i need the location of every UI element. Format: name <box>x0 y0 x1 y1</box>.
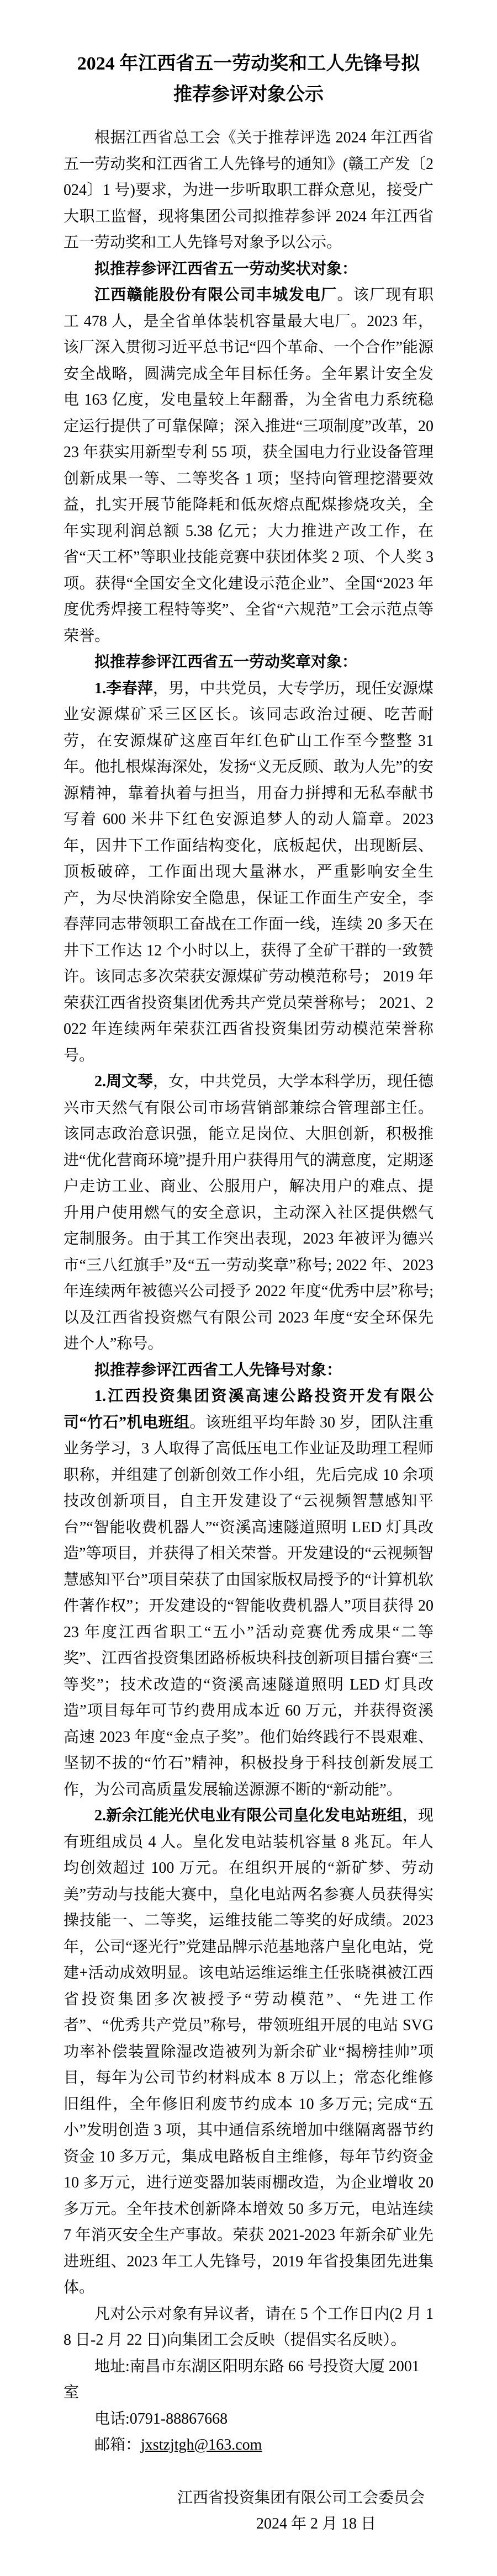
contact-email-label: 邮箱： <box>94 2436 141 2453</box>
pioneer-heading: 拟推荐参评江西省工人先锋号对象： <box>94 1361 342 1379</box>
contact-phone: 电话:0791-88867668 <box>94 2410 228 2428</box>
email-link[interactable]: jxstzjtgh@163.com <box>141 2436 262 2453</box>
zhou-wenqin-description: ，女，中共党员，大学本科学历，现任德兴市天然气有限公司市场营销部兼综合管理部主任。该同志政治意识强，能立足岗位、大胆创新，积极推进“优化营商环境”提升用户获得用气的满意度，定期逐户走访工业、商业、公服用户，解决用户的难点、提升用户使用燃气的安全意识，主动深入社区提供燃气定制服务。由于其工作突出表现，2023 年被评为德兴市“三八红旗手”及“五一劳动奖章”称号; 2022 年、2023 年连续两年被德兴公司授予 2022 年度“优秀中层”称号; 以及江西省投资燃气有限公司 2023 年度“安全环保先进个人”称号。 <box>64 1073 433 1352</box>
signature-organization: 江西省投资集团有限公司工会委员会 <box>177 2489 425 2506</box>
li-chunping-paragraph <box>64 676 433 1069</box>
signature-block <box>64 2485 433 2537</box>
contact-email-line <box>64 2432 433 2458</box>
fengcheng-plant-paragraph <box>64 282 433 649</box>
zhushi-team-description: 。该班组平均年龄 30 岁，团队注重业务学习，3 人取得了高低压电工作业证及助理工程师职称，并组建了创新创效工作小组，先后完成 10 余项技改创新项目，自主开发建设了“云视频智慧感知平台”“智能收费机器人”“资溪高速隧道照明 LED 灯具改造”等项目，并获得了相关荣誉。开发建设的“云视频智慧感知平台”项目荣获了由国家版权局授予的“计算机软件著作权”；开发建设的“智能收费机器人”项目获得 2023 年度江西省职工“五小”活动竞赛优秀成果“二等奖”、江西省投资集团路桥板块科技创新项目擂台赛“三等奖”；技术改造的“资溪高速隧道照明 LED 灯具改造”项目每年可节约费用成本近 60 万元，并获得资溪高速 2023 年度“金点子奖”。他们始终践行不畏艰难、坚韧不拔的“竹石”精神，积极投身于科技创新发展工作，为公司高质量发展输送源源不断的“新动能”。 <box>64 1414 433 1798</box>
zhushi-team-paragraph <box>64 1383 433 1803</box>
signature-date: 2024 年 2 月 18 日 <box>256 2515 376 2532</box>
document-title <box>64 49 433 110</box>
contact-address: 地址:南昌市东湖区阳明东路 66 号投资大厦 2001 室 <box>64 2357 420 2401</box>
zhushi-team-name: 1.江西投资集团资溪高速公路投资开发有限公司“竹石”机电班组 <box>64 1388 433 1431</box>
fengcheng-plant-name: 江西赣能股份有限公司丰城发电厂 <box>94 286 337 304</box>
zhou-wenqin-name: 2.周文琴 <box>94 1073 153 1090</box>
document-title-line1: 2024 年江西省五一劳动奖和工人先锋号拟 <box>77 54 420 74</box>
huanghua-team-paragraph <box>64 1803 433 2301</box>
intro-paragraph: 根据江西省总工会《关于推荐评选 2024 年江西省五一劳动奖和江西省工人先锋号的通知》(赣工产发〔2024〕1 号)要求，为进一步听取职工群众意见，接受广大职工监督，现将集团公司拟推荐参评 2024 年江西省五一劳动奖和工人先锋号对象予以公示。 <box>64 129 433 251</box>
award-medal-heading: 拟推荐参评江西省五一劳动奖章对象： <box>94 654 358 671</box>
award-certificate-heading: 拟推荐参评江西省五一劳动奖状对象： <box>94 260 358 278</box>
li-chunping-name: 1.李春萍 <box>94 679 153 697</box>
zhou-wenqin-paragraph <box>64 1069 433 1357</box>
li-chunping-description: ，男，中共党员，大专学历，现任安源煤业安源煤矿采三区区长。该同志政治过硬、吃苦耐劳，在安源煤矿这座百年红色矿山工作至今整整 31 年。他扎根煤海深处，发扬“义无反顾、敢为人先”的安源精神，靠着执着与担当，用奋力拼搏和无私奉献书写着 600 米井下红色安源追梦人的动人篇章。2023 年，因井下工作面结构变化，底板起伏，出现断层、顶板破碎，工作面出现大量淋水，严重影响安全生产，为尽快消除安全隐患，保证工作面生产安全，李春萍同志带领职工奋战在工作面一线，连续 20 多天在井下工作达 12 个小时以上，获得了全矿干群的一致赞许。该同志多次荣获安源煤矿劳动模范称号； 2019 年荣获江西省投资集团优秀共产党员荣誉称号； 2021、2022 年连续两年荣获江西省投资集团劳动模范荣誉称号。 <box>64 679 433 1064</box>
fengcheng-plant-description: 。该厂现有职工 478 人，是全省单体装机容量最大电厂。2023 年，该厂深入贯彻习近平总书记“四个革命、一个合作”能源安全战略，圆满完成全年目标任务。全年累计安全发电 163 亿度，发电量较上年翻番，为全省电力系统稳定运行提供了可靠保障；深入推进“三项制度”改革，2023 年获实用新型专利 55 项，获全国电力行业设备管理创新成果一等、二等奖各 1 项；坚持向管理挖潜要效益，扎实开展节能降耗和低灰熔点配煤掺烧攻关，全年实现利润总额 5.38 亿元；大力推进产改工作，在省“天工杯”等职业技能竞赛中获团体奖 2 项、个人奖 3 项。获得“全国安全文化建设示范企业”、全国“2023 年度优秀焊接工程特等奖”、全省“六规范”工会示范点等荣誉。 <box>64 286 433 645</box>
huanghua-team-name: 2.新余江能光伏电业有限公司皇化发电站班组 <box>94 1807 403 1824</box>
document-title-line2: 推荐参评对象公示 <box>173 84 324 105</box>
objection-notice-paragraph: 凡对公示对象有异议者，请在 5 个工作日内(2 月 18 日-2 月 22 日)向集团工会反映（提倡实名反映）。 <box>64 2305 433 2349</box>
huanghua-team-description: ，现有班组成员 4 人。皇化发电站装机容量 8 兆瓦。年人均创效超过 100 万元。在组织开展的“新矿梦、劳动美”劳动与技能大赛中，皇化电站两名参赛人员获得实操技能一、二等奖，运维技能二等奖的好成绩。2023 年，公司“逐光行”党建品牌示范基地落户皇化电站，党建+活动成效明显。该电站运维运维主任张晓祺被江西省投资集团多次被授予“劳动模范”、“先进工作者”、“优秀共产党员”称号，带领班组开展的电站 SVG 功率补偿装置除湿改造被列为新余矿业“揭榜挂帅”项目，每年为公司节约材料成本 8 万以上；常态化维修旧组件，全年修旧利废节约成本 10 多万元; 完成“五小”发明创造 3 项，其中通信系统增加中继隔离器节约资金 10 多万元，集成电路板自主维修，每年节约资金 10 多万元，进行逆变器加装雨棚改造，为企业增收 20 多万元。全年技术创新降本增效 50 多万元，电站连续 7 年消灭安全生产事故。荣获 2021-2023 年新余矿业先进班组、2023 年工人先锋号，2019 年省投集团先进集体。 <box>64 1807 433 2296</box>
